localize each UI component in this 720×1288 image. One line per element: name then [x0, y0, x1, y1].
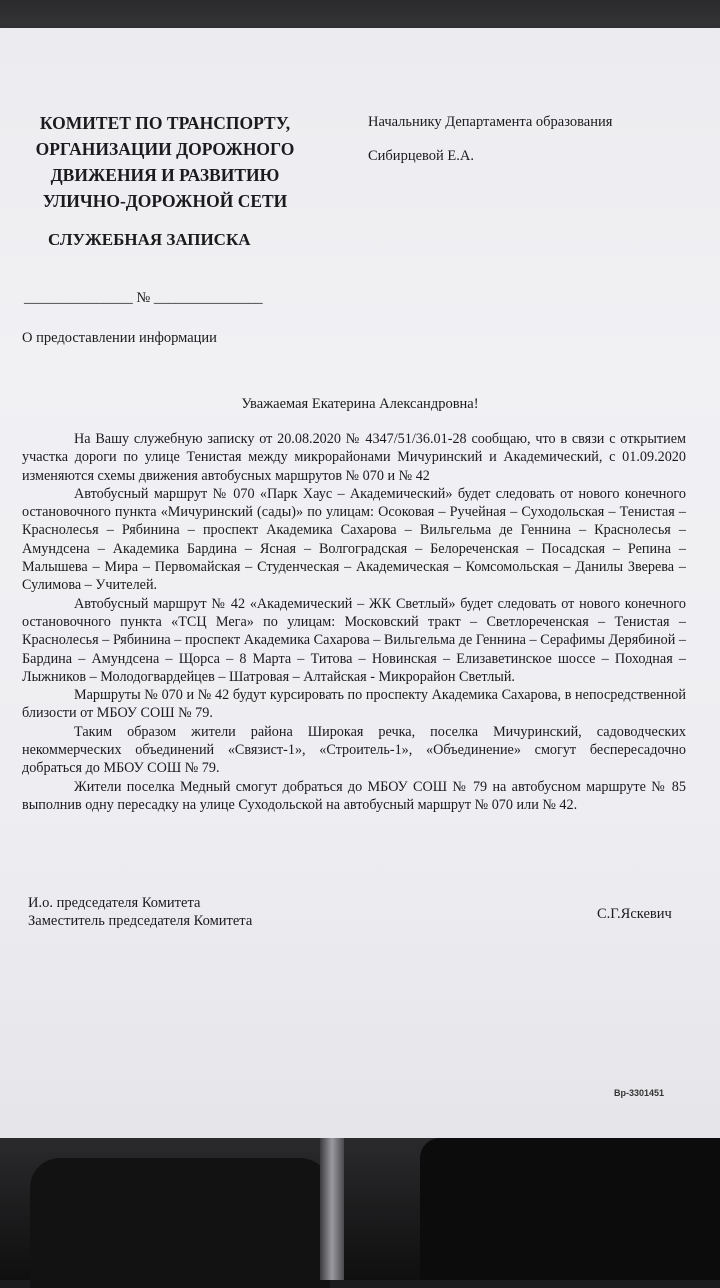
org-line: КОМИТЕТ ПО ТРАНСПОРТУ, — [39, 113, 291, 133]
org-line: УЛИЧНО-ДОРОЖНОЙ СЕТИ — [42, 191, 288, 211]
signatory-positions — [28, 894, 252, 930]
chair-leg — [320, 1138, 344, 1280]
recipient-title: Начальнику Департамента образования — [368, 114, 613, 130]
dark-fabric-right — [420, 1138, 720, 1280]
greeting: Уважаемая Екатерина Александровна! — [241, 396, 479, 412]
signatory-name: С.Г.Яскевич — [597, 906, 672, 922]
dark-fabric-left — [30, 1158, 330, 1288]
background-bottom — [0, 1138, 720, 1280]
body-paragraph: Таким образом жители района Широкая речка, поселка Мичуринский, садоводческих некоммерческих объединений «Связист-1», «Строитель-1», «Объединение» смогут беспересадочно добраться до МБОУ СОШ № 79. — [22, 723, 686, 777]
body-paragraph: Автобусный маршрут № 070 «Парк Хаус – Академический» будет следовать от нового конечного остановочного пункта «Мичуринский (сады)» по улицам: Осоковая – Ручейная – Суходольская – Тенистая – Краснолесья – Рябинина – проспект Академика Сахарова – Вильгельма де Геннина – Краснолесья – Амундсена – Академика Бардина – Ясная – Волгоградская – Белореченская – Посадская – Репина – Малышева – Мира – Первомайская – Студенческая – Академическая – Комсомольская – Данилы Зверева – Сулимова – Учителей. — [22, 485, 686, 594]
document-code: Вр-3301451 — [614, 1088, 665, 1098]
recipient-name: Сибирцевой Е.А. — [368, 148, 474, 164]
body-paragraph: На Вашу служебную записку от 20.08.2020 № 4347/51/36.01-28 сообщаю, что в связи с открытием участка дороги по улице Тенистая между микрорайонами Мичуринский и Академический, с 01.09.2020 изменяются схемы движения автобусных маршрутов № 070 и № 42 — [22, 431, 686, 484]
org-line: ОРГАНИЗАЦИИ ДОРОЖНОГО — [35, 139, 295, 159]
memo-page — [0, 28, 720, 1138]
body-paragraph: Автобусный маршрут № 42 «Академический – ЖК Светлый» будет следовать от нового конечного остановочного пункта «ТСЦ Мега» по улицам: Московский тракт – Светлореченская – Тенистая – Краснолесья – Рябинина – проспект Академика Сахарова – Вильгельма де Геннина – Серафимы Дерябиной – Бардина – Амундсена – Щорса – 8 Марта – Титова – Новинская – Елизаветинское шоссе – Походная – Лыжников – Молодогвардейцев – Шатровая – Алтайская - Микрорайон Светлый. — [22, 595, 686, 685]
memo-body — [22, 430, 686, 814]
org-line: ДВИЖЕНИЯ И РАЗВИТИЮ — [50, 165, 280, 185]
body-paragraph: Жители поселка Медный смогут добраться до МБОУ СОШ № 79 на автобусном маршруте № 85 выполнив одну пересадку на улице Суходольской на автобусный маршрут № 070 или № 42. — [22, 778, 686, 813]
recipient-block — [368, 112, 612, 166]
memo-title: СЛУЖЕБНАЯ ЗАПИСКА — [48, 230, 251, 249]
signatory-position: И.о. председателя Комитета — [28, 895, 201, 911]
signatory-position: Заместитель председателя Комитета — [28, 913, 253, 929]
body-paragraph: Маршруты № 070 и № 42 будут курсировать по проспекту Академика Сахарова, в непосредственной близости от МБОУ СОШ № 79. — [22, 687, 686, 722]
memo-subject: О предоставлении информации — [22, 330, 217, 346]
registration-number-line: _______________ № _______________ — [24, 290, 263, 306]
organization-header — [20, 110, 310, 214]
